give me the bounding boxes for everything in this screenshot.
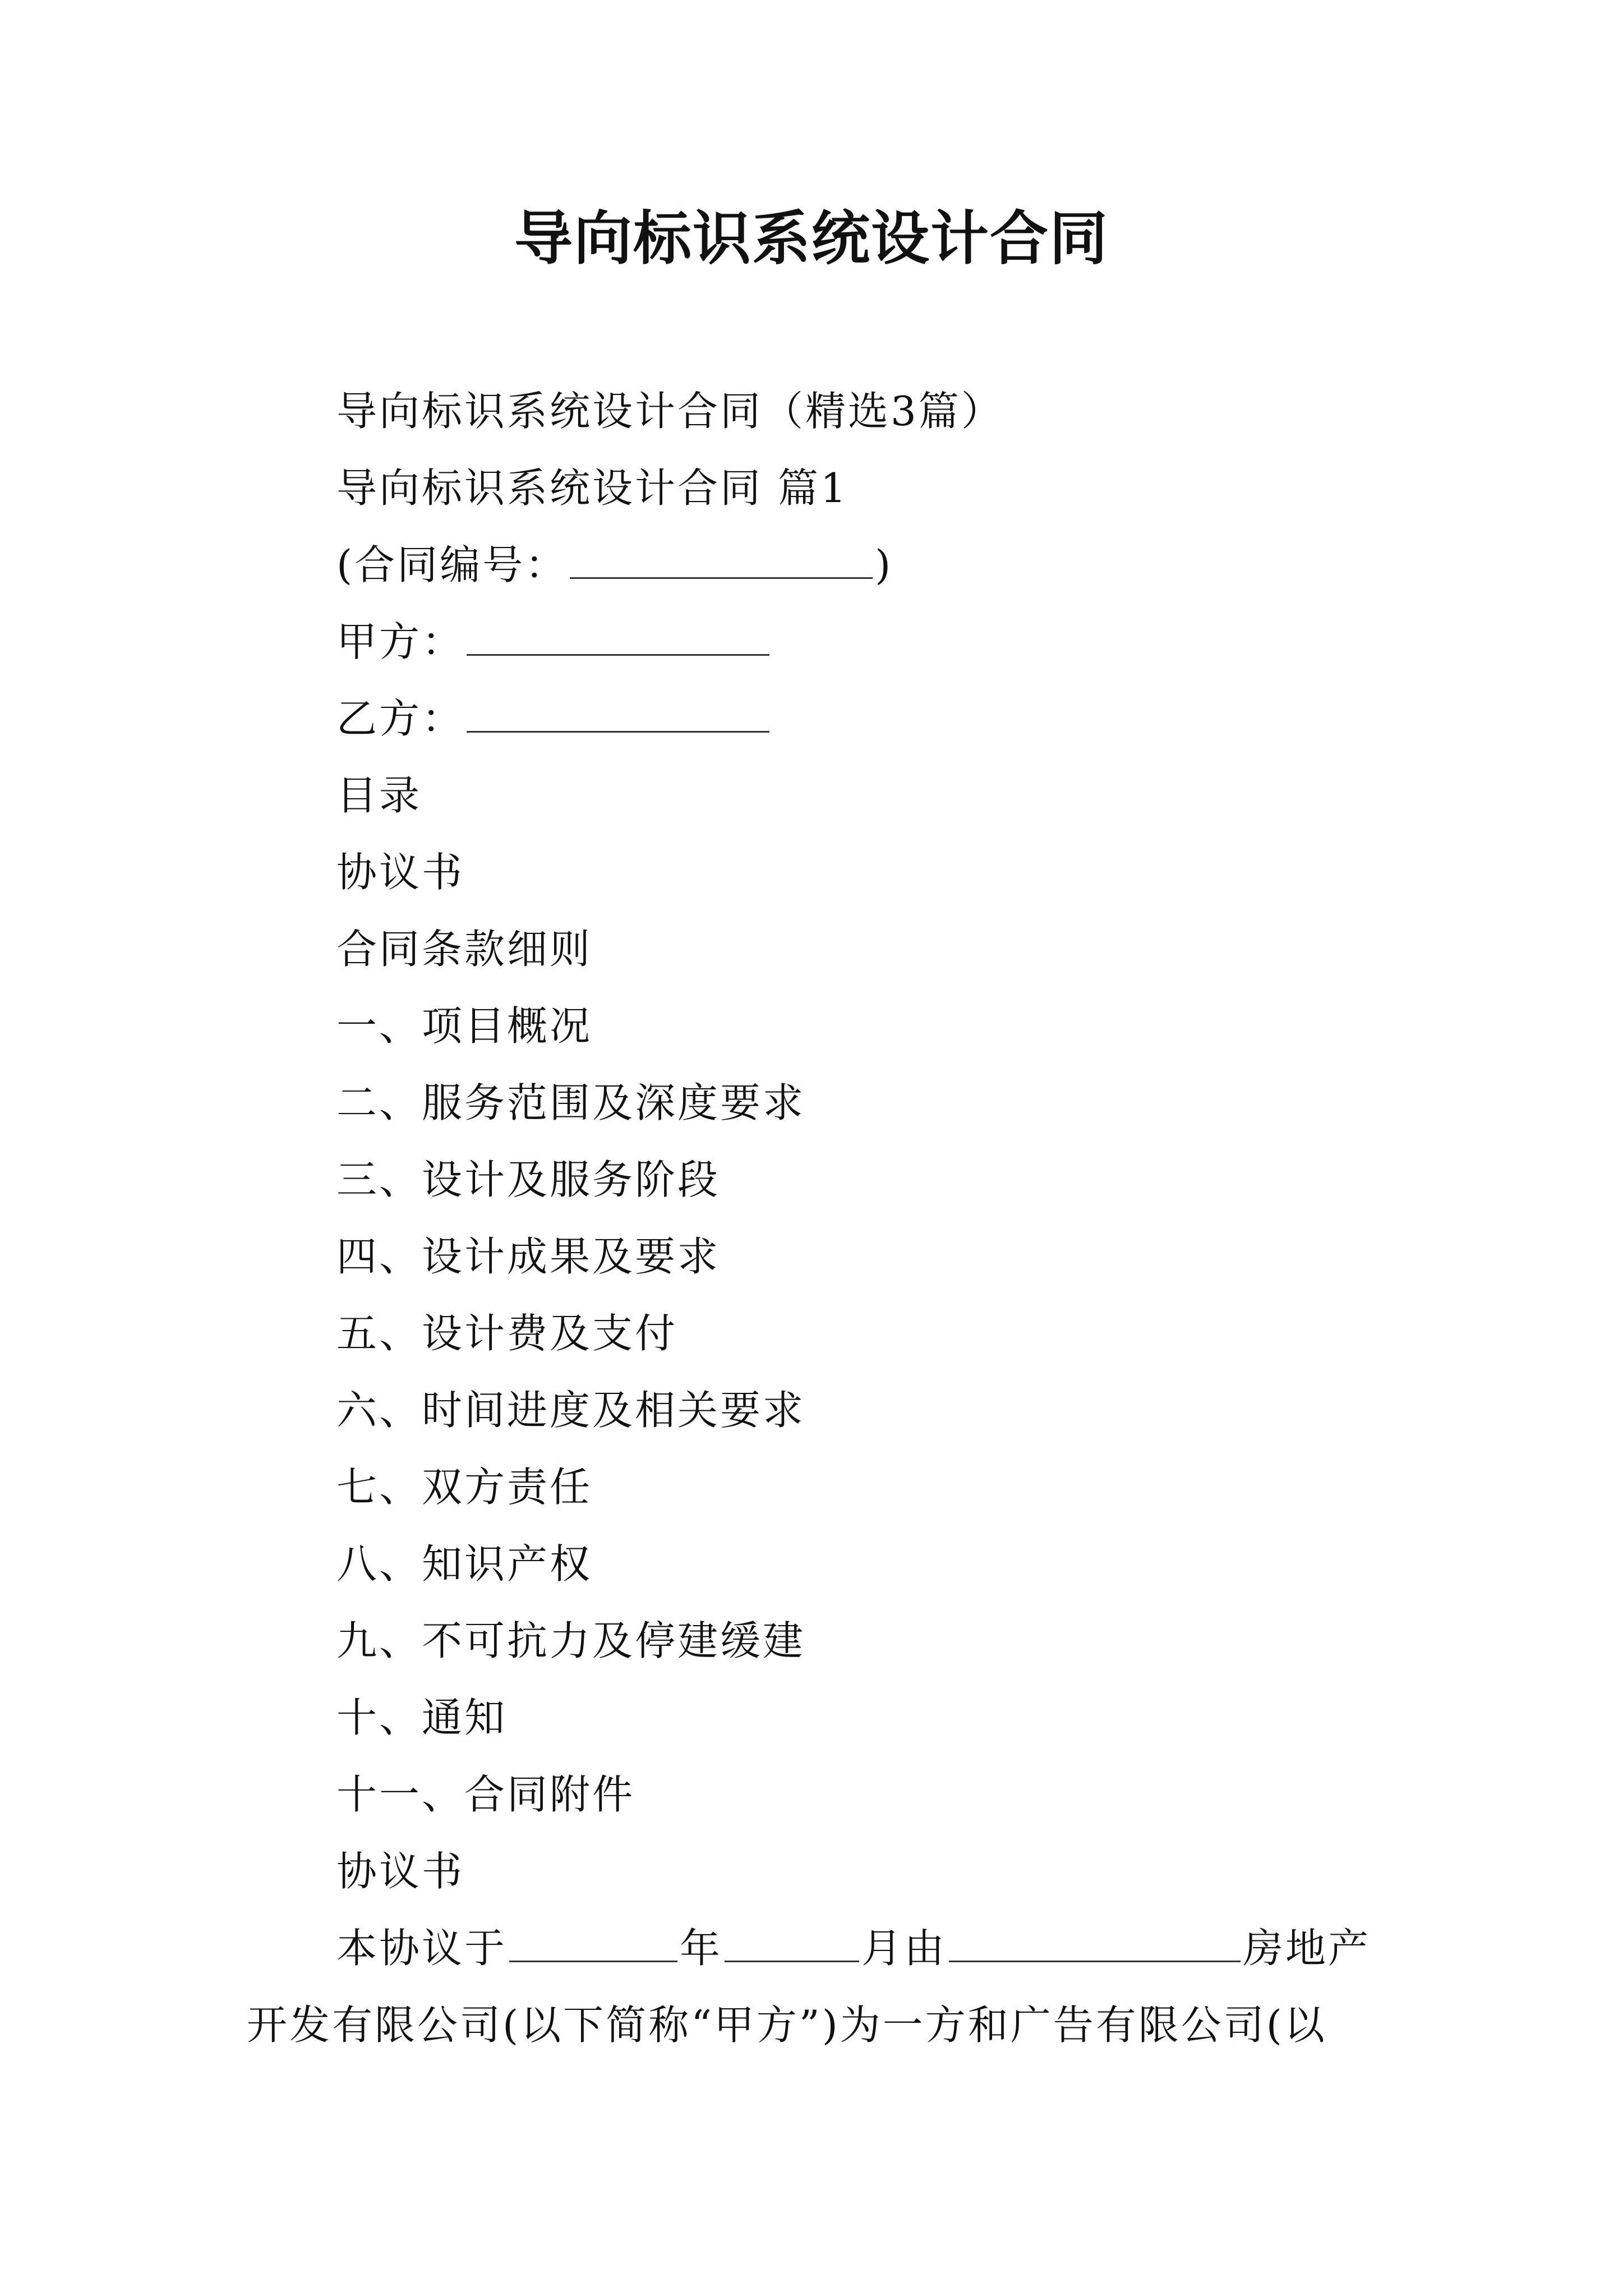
part-heading: 导向标识系统设计合同 篇1 xyxy=(336,464,849,512)
toc-item: 一、项目概况 xyxy=(336,1002,593,1050)
toc-heading: 目录 xyxy=(336,772,422,819)
agreement-text-year: 年 xyxy=(680,1925,723,1972)
toc-item: 八、知识产权 xyxy=(336,1540,593,1588)
party-a-line xyxy=(247,604,1376,680)
agreement-line-1 xyxy=(247,1910,1376,1987)
toc-item: 协议书 xyxy=(336,849,465,896)
toc-item: 九、不可抗力及停建缓建 xyxy=(336,1617,806,1664)
toc-item: 合同条款细则 xyxy=(336,926,593,973)
agreement-heading: 协议书 xyxy=(336,1848,465,1895)
party-b-blank xyxy=(467,696,769,733)
document-title: 导向标识系统设计合同 xyxy=(514,204,1109,273)
agreement-text-realestate: 房地产 xyxy=(1243,1925,1371,1972)
toc-item: 五、设计费及支付 xyxy=(336,1310,678,1357)
agreement-year-blank xyxy=(509,1926,677,1962)
subtitle: 导向标识系统设计合同（精选3篇） xyxy=(336,388,1004,435)
party-a-label: 甲方： xyxy=(336,618,465,665)
agreement-month-blank xyxy=(725,1926,859,1962)
document-body xyxy=(247,373,1376,2064)
toc-item: 三、设计及服务阶段 xyxy=(336,1156,721,1203)
contract-number-close: ) xyxy=(875,541,893,588)
agreement-text-date-prefix: 本协议于 xyxy=(336,1925,508,1972)
toc-item: 十、通知 xyxy=(336,1694,508,1741)
party-b-line xyxy=(247,680,1376,757)
contract-number-blank xyxy=(570,542,873,579)
contract-number-label: (合同编号： xyxy=(336,541,568,588)
toc-item: 六、时间进度及相关要求 xyxy=(336,1387,806,1434)
toc-item: 二、服务范围及深度要求 xyxy=(336,1079,806,1126)
agreement-party-blank xyxy=(949,1926,1241,1962)
party-b-label: 乙方： xyxy=(336,695,465,742)
toc-item: 十一、合同附件 xyxy=(336,1771,635,1818)
party-a-blank xyxy=(467,619,769,656)
contract-number-line xyxy=(247,527,1376,604)
toc-item: 七、双方责任 xyxy=(336,1464,593,1511)
toc-item: 四、设计成果及要求 xyxy=(336,1233,721,1280)
agreement-text-month: 月由 xyxy=(861,1925,947,1972)
agreement-line-2: 开发有限公司(以下简称“甲方”)为一方和广告有限公司(以 xyxy=(247,2001,1327,2049)
